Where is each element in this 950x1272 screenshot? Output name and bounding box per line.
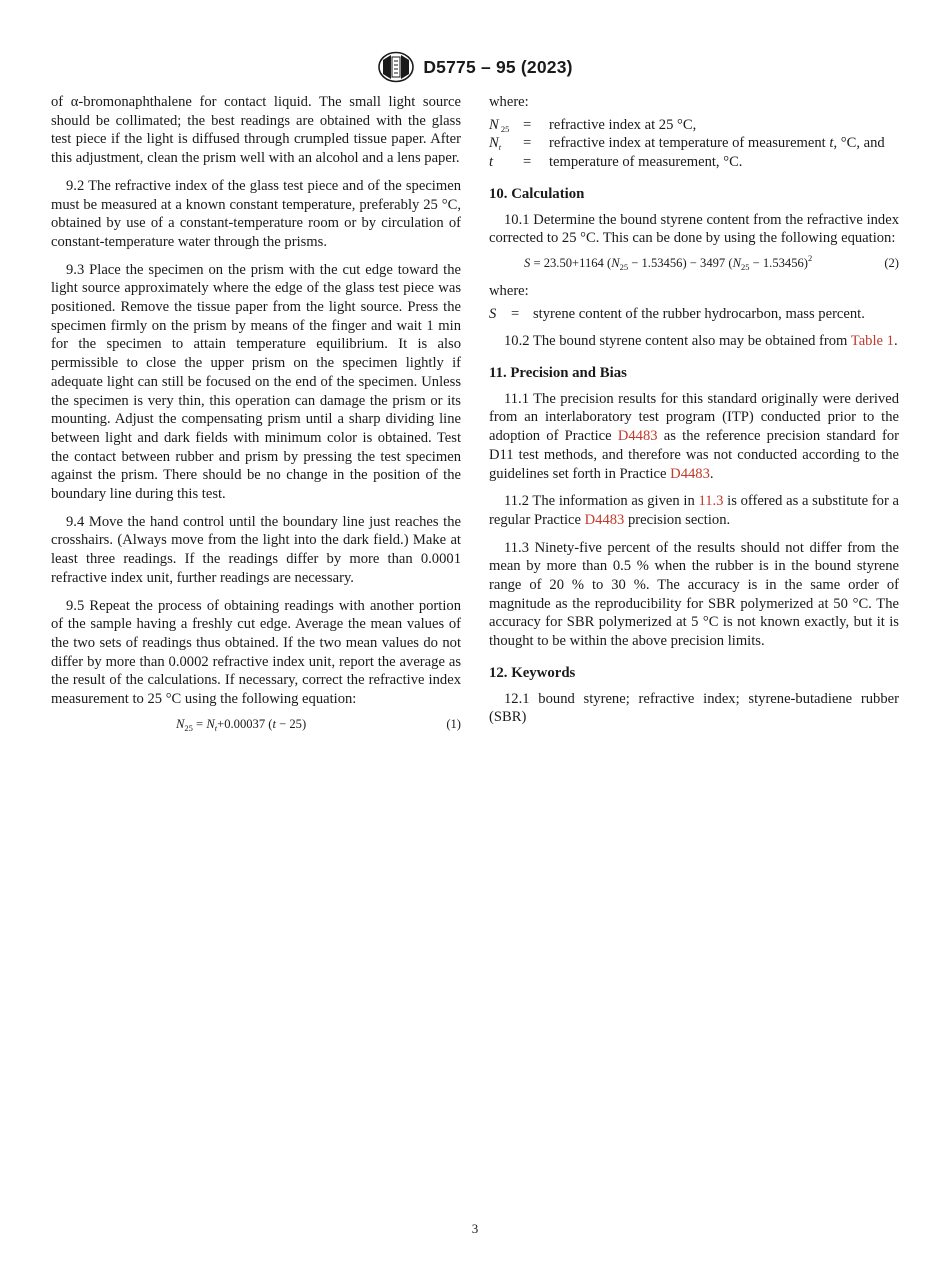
paragraph-10-2: 10.2 The bound styrene content also may be obtained from Table 1.: [504, 333, 898, 350]
paragraph-continued: of α-bromonaphthalene for contact liquid. The small light source should be collimated; the best readings are obtained with the glass test piece if the light is diffused through crumpled tissue paper. After this adjustment, clean the prism well with an alcohol and a lens paper.: [51, 94, 461, 167]
paragraph-12-1: 12.1 bound styrene; refractive index; styrene-butadiene rubber (SBR): [489, 690, 899, 726]
left-column: [51, 93, 461, 743]
link-d4483[interactable]: D4483: [670, 465, 710, 482]
definition-n25: N $_{25}$ = refractive index at 25 °C,: [489, 116, 697, 134]
paragraph-9-2: 9.2 The refractive index of the glass test piece and of the specimen must be measured at a known constant temperature, preferably 25 °C, obtained by use of a constant-temperature room or by circulation of constant-temperature water through the prisms.: [51, 177, 461, 250]
right-column: [489, 93, 899, 736]
definition-nt: $N_t$ = refractive index at temperature of measurement t, °C, and: [489, 135, 885, 153]
equation-1: [51, 713, 461, 735]
paragraph-11-2: 11.2 The information as given in 11.3 is offered as a substitute for a regular Practice D4483 precision section.: [489, 493, 899, 528]
link-table-1[interactable]: Table 1: [850, 333, 894, 350]
definition-t: t = temperature of measurement, °C.: [489, 154, 743, 171]
variable-definitions-2: [489, 305, 899, 324]
link-d4483[interactable]: D4483: [584, 511, 625, 528]
paragraph-9-3: 9.3 Place the specimen on the prism with the cut edge toward the light source approximately where the edge of the glass test piece was positioned. Remove the tissue paper from the light source. Press the specimen firmly on the prism by means of the finger and wait 1 min for the specimen to attain temperature equilibrium. It is also permissible to close the upper prism on the specimen lightly if adequate light can still be focused on the end of the specimen. Unless the specimen is very thin, this operation can damage the prism or its mounting. Adjust the compensating prism until a sharp dividing line between light and dark fields with minimum color is obtained. Test the contact between rubber and prism by pressing the test specimen against the prism. There should be no change in the position of the boundary line during this test.: [51, 261, 461, 503]
section-heading-calculation: 10. Calculation: [489, 185, 585, 202]
link-d4483[interactable]: D4483: [617, 428, 658, 445]
page-header: [0, 50, 950, 84]
equation-2: [489, 252, 899, 274]
definition-s: S = styrene content of the rubber hydrocarbon, mass percent.: [489, 305, 865, 322]
section-heading-keywords: 12. Keywords: [489, 664, 576, 681]
section-heading-precision-and-bias: 11. Precision and Bias: [489, 365, 627, 382]
equation-2-number: (2): [884, 255, 899, 270]
equation-1-body: $N_{25} = N_t+0.00037$ (t − 25): [176, 716, 307, 733]
where-label-1: where:: [489, 94, 529, 110]
variable-definitions-1: [489, 116, 899, 172]
page-number: 3: [471, 1221, 479, 1236]
paragraph-11-1: 11.1 The precision results for this standard originally were derived from an interlaboratory test program (ITP) conducted prior to the adoption of Practice D4483 as the reference precision standard for D11 test methods, and therefore was not conducted according to the guidelines set forth in Practice D4483.: [489, 390, 900, 482]
paragraph-9-4: 9.4 Move the hand control until the boundary line just reaches the crosshairs. (Always move from the light into the dark field.) Make at least three readings. If the readings differ by more than 0.0001 refractive index unit, further readings are necessary.: [51, 513, 461, 586]
paragraph-11-3: 11.3 Ninety-five percent of the results should not differ from the mean by more than 0.5 % when the rubber is in the bound styrene range of 20 % to 30 %. The accuracy is in the same order of magnitude as the reproducibility for SBR polymerized at 50 °C. The accuracy for SBR polymerized at 5 °C is not known exactly, but it is thought to be within the above precision limits.: [489, 539, 899, 650]
paragraph-9-5: 9.5 Repeat the process of obtaining readings with another portion of the sample having a freshly cut edge. Average the mean values of the two sets of readings thus obtained. If the two mean values do not differ by more than 0.0002 refractive index unit, report the average as the result of the calculations. If necessary, correct the refractive index measurement to 25 °C using the following equation:: [51, 597, 461, 708]
where-label-2: where:: [489, 282, 529, 299]
document-designation: D5775 – 95 (2023): [423, 56, 573, 77]
paragraph-10-1: 10.1 Determine the bound styrene content from the refractive index corrected to 25 °C. This can be done by using the following equation:: [489, 211, 899, 247]
equation-2-body: S = 23.50+1164 $(N_{25} - 1.53456) - 3497$ $(N_{25} - 1.53456)^2$: [524, 252, 813, 272]
astm-logo-icon: [377, 51, 415, 83]
equation-1-number: (1): [446, 716, 461, 731]
link-section-11-3[interactable]: 11.3: [698, 493, 724, 510]
